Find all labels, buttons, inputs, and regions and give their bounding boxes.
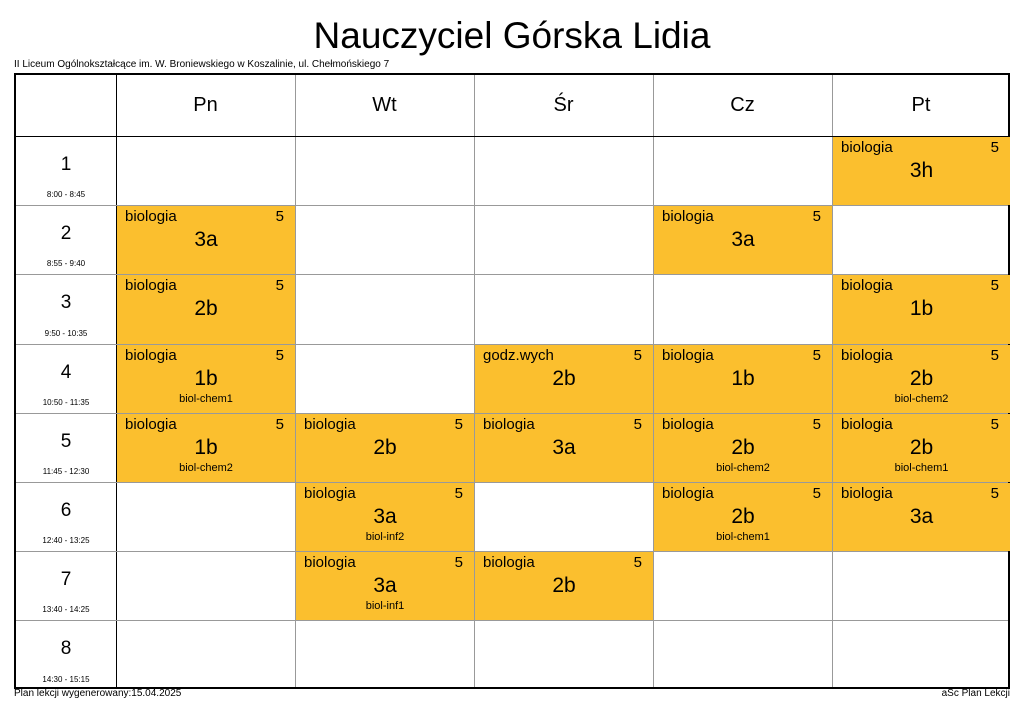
period-cell (16, 344, 116, 413)
period-cell (16, 482, 116, 551)
lesson-room: 5 (275, 208, 284, 226)
lesson-card[interactable] (654, 345, 832, 413)
period-time: 8:55 - 9:40 (46, 259, 86, 269)
lesson-subject: biologia (841, 277, 893, 295)
lesson-subject: biologia (662, 208, 714, 226)
lesson-room: 5 (633, 554, 642, 572)
period-number: 5 (60, 430, 72, 452)
lesson-class: 3a (373, 505, 397, 528)
grid-hline (16, 482, 1008, 483)
lesson-class: 2b (731, 435, 755, 459)
lesson-group: biol-inf1 (365, 600, 405, 613)
lesson-card[interactable] (296, 552, 474, 620)
lesson-room: 5 (275, 415, 284, 433)
day-header: Wt (372, 94, 397, 116)
day-header: Śr (553, 94, 574, 116)
period-cell (16, 205, 116, 274)
lesson-class: 3a (194, 228, 218, 252)
lesson-class: 2b (194, 297, 218, 321)
lesson-subject: biologia (841, 415, 893, 433)
grid-hline (16, 344, 1008, 345)
period-time: 9:50 - 10:35 (44, 328, 88, 338)
lesson-class: 1b (194, 366, 218, 390)
lesson-room: 5 (812, 485, 821, 502)
lesson-room: 5 (990, 485, 999, 502)
period-time: 13:40 - 14:25 (42, 605, 90, 615)
period-time: 10:50 - 11:35 (42, 397, 90, 407)
period-number: 8 (60, 638, 72, 660)
grid-hline (16, 205, 1008, 206)
period-number: 1 (60, 154, 72, 175)
lesson-class: 2b (373, 435, 397, 459)
lesson-subject: biologia (125, 208, 177, 226)
lesson-room: 5 (454, 554, 463, 572)
lesson-room: 5 (454, 415, 463, 433)
lesson-room: 5 (990, 346, 999, 364)
timetable-grid (14, 73, 1010, 689)
period-number: 2 (60, 223, 72, 245)
lesson-class: 1b (909, 297, 934, 321)
school-name: II Liceum Ogólnokształcące im. W. Broniewskiego w Koszalinie, ul. Chełmońskiego 7 (14, 59, 390, 70)
grid-vline (295, 75, 296, 687)
lesson-room: 5 (275, 346, 284, 364)
lesson-card[interactable] (117, 345, 295, 413)
lesson-subject: biologia (483, 554, 535, 572)
lesson-subject: biologia (304, 485, 356, 502)
period-time: 11:45 - 12:30 (42, 466, 90, 476)
period-number: 4 (60, 361, 72, 383)
lesson-class: 3a (552, 435, 576, 459)
grid-hline (16, 274, 1008, 275)
period-time: 12:40 - 13:25 (42, 536, 90, 546)
period-number: 7 (60, 569, 72, 591)
lesson-room: 5 (812, 346, 821, 364)
lesson-class: 2b (909, 366, 934, 390)
lesson-subject: biologia (841, 139, 893, 156)
lesson-card[interactable] (833, 414, 1010, 482)
lesson-subject: biologia (125, 277, 177, 295)
lesson-card[interactable] (475, 552, 653, 620)
grid-hline (16, 136, 1008, 137)
lesson-card[interactable] (833, 137, 1010, 205)
lesson-card[interactable] (296, 414, 474, 482)
period-cell (16, 551, 116, 620)
lesson-subject: biologia (662, 485, 714, 502)
lesson-subject: biologia (662, 346, 714, 364)
lesson-class: 3a (909, 505, 934, 528)
grid-vline (653, 75, 654, 687)
lesson-group: biol-chem1 (716, 531, 770, 543)
lesson-room: 5 (812, 208, 821, 226)
lesson-group: biol-chem2 (179, 461, 233, 474)
lesson-room: 5 (990, 277, 999, 295)
lesson-group: biol-chem2 (716, 461, 770, 474)
lesson-room: 5 (275, 277, 284, 295)
lesson-card[interactable] (475, 345, 653, 413)
grid-vline (474, 75, 475, 687)
lesson-class: 1b (731, 366, 755, 390)
lesson-room: 5 (633, 415, 642, 433)
period-time: 8:00 - 8:45 (46, 190, 86, 200)
lesson-subject: biologia (304, 415, 356, 433)
lesson-class: 2b (731, 505, 755, 528)
lesson-card[interactable] (117, 414, 295, 482)
lesson-card[interactable] (117, 206, 295, 274)
lesson-class: 3h (909, 159, 934, 182)
lesson-subject: biologia (125, 415, 177, 433)
grid-vline (116, 75, 117, 687)
period-time: 14:30 - 15:15 (42, 674, 90, 684)
lesson-card[interactable] (833, 483, 1010, 551)
lesson-subject: biologia (125, 346, 177, 364)
period-cell (16, 274, 116, 343)
lesson-room: 5 (990, 415, 999, 433)
lesson-room: 5 (812, 415, 821, 433)
lesson-card[interactable] (117, 275, 295, 343)
grid-hline (16, 551, 1008, 552)
period-number: 3 (60, 292, 72, 314)
lesson-subject: biologia (662, 415, 714, 433)
lesson-subject: biologia (304, 554, 356, 572)
page-title: Nauczyciel Górska Lidia (313, 15, 711, 56)
period-cell (16, 413, 116, 482)
lesson-group: biol-inf2 (365, 531, 405, 543)
lesson-card[interactable] (475, 414, 653, 482)
lesson-room: 5 (633, 346, 642, 364)
period-cell (16, 136, 116, 205)
lesson-room: 5 (990, 139, 999, 156)
lesson-group: biol-chem1 (894, 461, 949, 474)
lesson-class: 2b (552, 574, 576, 598)
lesson-group: biol-chem2 (894, 392, 949, 405)
generated-date: Plan lekcji wygenerowany:15.04.2025 (14, 688, 182, 699)
day-header: Cz (730, 94, 755, 116)
grid-hline (16, 413, 1008, 414)
lesson-subject: biologia (841, 485, 893, 502)
lesson-subject: biologia (841, 346, 893, 364)
lesson-card[interactable] (654, 483, 832, 551)
brand-label: aSc Plan Lekcji (941, 688, 1010, 699)
lesson-class: 2b (552, 366, 576, 390)
grid-vline (832, 75, 833, 687)
day-header: Pt (911, 94, 931, 116)
lesson-subject: godz.wych (483, 346, 554, 364)
period-number: 6 (60, 500, 72, 521)
lesson-card[interactable] (654, 206, 832, 274)
lesson-group: biol-chem1 (179, 392, 233, 405)
period-cell (16, 620, 116, 689)
lesson-class: 1b (194, 435, 218, 459)
day-header: Pn (193, 94, 218, 116)
lesson-card[interactable] (296, 483, 474, 551)
lesson-class: 3a (373, 574, 397, 598)
lesson-class: 3a (731, 228, 755, 252)
lesson-class: 2b (909, 435, 934, 459)
lesson-room: 5 (454, 485, 463, 502)
lesson-card[interactable] (654, 414, 832, 482)
lesson-subject: biologia (483, 415, 535, 433)
lesson-card[interactable] (833, 275, 1010, 343)
grid-hline (16, 620, 1008, 621)
lesson-card[interactable] (833, 345, 1010, 413)
